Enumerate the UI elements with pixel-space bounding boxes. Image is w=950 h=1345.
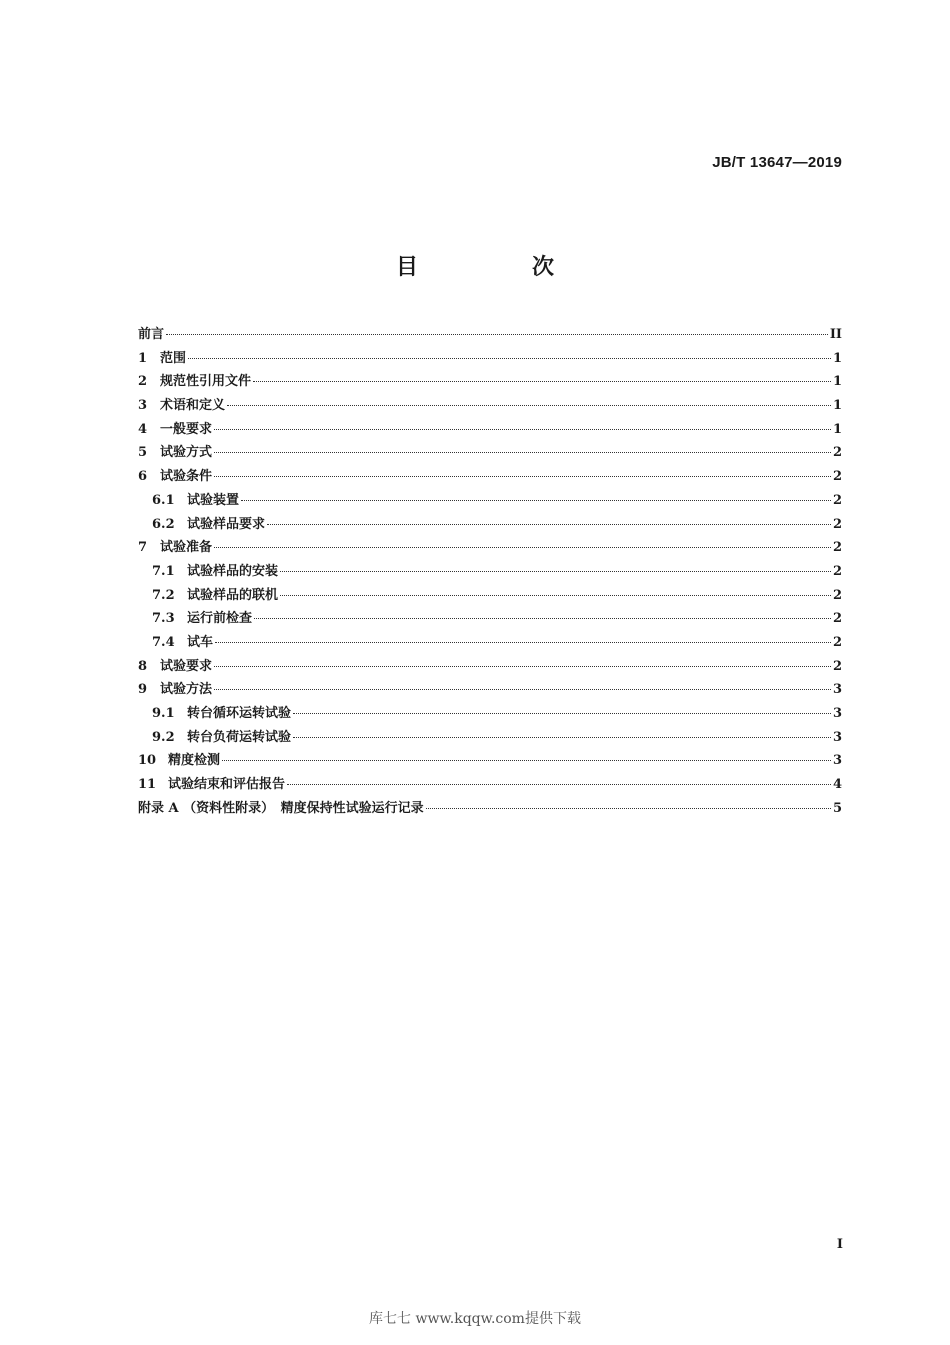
toc-entry-number: 6.2 — [152, 516, 175, 532]
toc-entry-label: 试验样品的安装 — [187, 563, 279, 579]
toc-dot-leader — [227, 405, 831, 406]
toc-entry[interactable] — [138, 536, 842, 560]
toc-entry-label: 试验样品要求 — [187, 516, 266, 532]
toc-entry[interactable] — [138, 797, 842, 821]
toc-entry[interactable] — [138, 726, 842, 750]
toc-entry[interactable] — [138, 513, 842, 537]
toc-entry-page: 2 — [832, 516, 842, 532]
toc-entry[interactable] — [138, 584, 842, 608]
toc-entry[interactable] — [138, 678, 842, 702]
toc-entry-page: 1 — [832, 374, 842, 390]
toc-entry-label: 试验方法 — [160, 682, 213, 698]
toc-entry-number: 6.1 — [152, 492, 175, 508]
toc-entry-number: 9.2 — [152, 729, 175, 745]
toc-entry-label: 前言 — [138, 327, 165, 342]
toc-entry-page: 2 — [832, 492, 842, 508]
toc-entry-page: 2 — [832, 469, 842, 485]
toc-entry[interactable] — [138, 607, 842, 631]
toc-entry[interactable] — [138, 418, 842, 442]
toc-entry-page: 3 — [832, 682, 842, 698]
toc-entry-label: 试验准备 — [160, 540, 213, 556]
toc-entry-page: 1 — [832, 350, 842, 366]
toc-entry[interactable] — [138, 465, 842, 489]
standard-code: JB/T 13647—2019 — [712, 154, 842, 171]
toc-entry-label: 试验条件 — [160, 469, 213, 485]
toc-entry[interactable] — [138, 655, 842, 679]
toc-entry-page: 5 — [832, 800, 842, 816]
table-of-contents — [138, 323, 842, 820]
toc-dot-leader — [214, 689, 831, 690]
toc-entry-page: 2 — [832, 563, 842, 579]
toc-entry-page: 2 — [832, 658, 842, 674]
toc-entry[interactable] — [138, 323, 842, 347]
toc-dot-leader — [267, 524, 831, 525]
toc-entry-number: 11 — [138, 777, 157, 793]
toc-entry-number: 10 — [138, 753, 157, 769]
toc-entry-page: 2 — [832, 634, 842, 650]
toc-entry-page: II — [829, 327, 842, 342]
toc-entry-label: 附录 A （资料性附录） 精度保持性试验运行记录 — [138, 800, 424, 816]
toc-entry-label: 试验装置 — [187, 492, 240, 508]
toc-entry-label: 运行前检查 — [187, 611, 253, 627]
toc-dot-leader — [188, 358, 831, 359]
toc-entry-label: 一般要求 — [160, 421, 213, 437]
toc-dot-leader — [254, 618, 831, 619]
toc-dot-leader — [222, 760, 831, 761]
toc-dot-leader — [241, 500, 831, 501]
toc-entry-number: 7.1 — [152, 563, 175, 579]
toc-dot-leader — [253, 381, 831, 382]
toc-dot-leader — [280, 571, 831, 572]
toc-entry-label: 范围 — [160, 350, 187, 366]
toc-entry-number: 7 — [138, 540, 148, 556]
page-number: I — [836, 1237, 843, 1252]
toc-entry-number: 3 — [138, 398, 148, 414]
toc-entry-label: 精度检测 — [168, 753, 221, 769]
toc-entry-page: 2 — [832, 611, 842, 627]
toc-entry-number: 2 — [138, 374, 148, 390]
toc-entry-number: 1 — [138, 350, 148, 366]
toc-entry-number: 7.4 — [152, 634, 175, 650]
toc-dot-leader — [215, 642, 831, 643]
toc-entry-page: 3 — [832, 706, 842, 721]
toc-entry-page: 1 — [832, 421, 842, 437]
toc-entry-number: 9.1 — [152, 706, 175, 721]
toc-dot-leader — [214, 666, 831, 667]
toc-entry-page: 2 — [832, 587, 842, 603]
toc-entry-number: 4 — [138, 421, 148, 437]
toc-entry[interactable] — [138, 394, 842, 418]
toc-entry-label: 规范性引用文件 — [160, 374, 252, 390]
toc-dot-leader — [166, 334, 828, 335]
toc-entry-number: 7.2 — [152, 587, 175, 603]
toc-entry-number: 9 — [138, 682, 148, 698]
toc-entry-number: 6 — [138, 469, 148, 485]
toc-entry-label: 试验要求 — [160, 658, 213, 674]
page-title: 目 次 — [395, 255, 600, 280]
toc-entry-label: 术语和定义 — [160, 398, 226, 414]
toc-dot-leader — [214, 476, 831, 477]
toc-entry-label: 转台循环运转试验 — [187, 706, 292, 721]
toc-entry[interactable] — [138, 560, 842, 584]
toc-entry-page: 4 — [832, 777, 842, 793]
footer-watermark-text: 库七七 www.kqqw.com提供下载 — [369, 1311, 581, 1327]
toc-entry-label: 转台负荷运转试验 — [187, 729, 292, 745]
toc-dot-leader — [214, 547, 831, 548]
toc-entry[interactable] — [138, 347, 842, 371]
toc-dot-leader — [287, 784, 831, 785]
toc-entry-label: 试验样品的联机 — [187, 587, 279, 603]
toc-entry[interactable] — [138, 489, 842, 513]
toc-dot-leader — [426, 808, 831, 809]
toc-entry-number: 8 — [138, 658, 148, 674]
toc-entry[interactable] — [138, 441, 842, 465]
toc-entry-label: 试车 — [187, 634, 214, 650]
toc-entry-label: 试验方式 — [160, 445, 213, 461]
toc-entry[interactable] — [138, 749, 842, 773]
toc-entry-page: 1 — [832, 398, 842, 414]
toc-entry-page: 2 — [832, 540, 842, 556]
toc-dot-leader — [293, 737, 831, 738]
toc-entry-page: 3 — [832, 729, 842, 745]
toc-entry[interactable] — [138, 631, 842, 655]
toc-entry-page: 3 — [832, 753, 842, 769]
toc-entry-number: 5 — [138, 445, 148, 461]
toc-entry-page: 2 — [832, 445, 842, 461]
toc-dot-leader — [280, 595, 831, 596]
toc-dot-leader — [293, 713, 831, 714]
toc-entry[interactable] — [138, 773, 842, 797]
toc-entry-label: 试验结束和评估报告 — [168, 777, 286, 793]
toc-dot-leader — [214, 429, 831, 430]
toc-entry[interactable] — [138, 370, 842, 394]
toc-entry[interactable] — [138, 702, 842, 726]
toc-dot-leader — [214, 452, 831, 453]
toc-entry-number: 7.3 — [152, 611, 175, 627]
